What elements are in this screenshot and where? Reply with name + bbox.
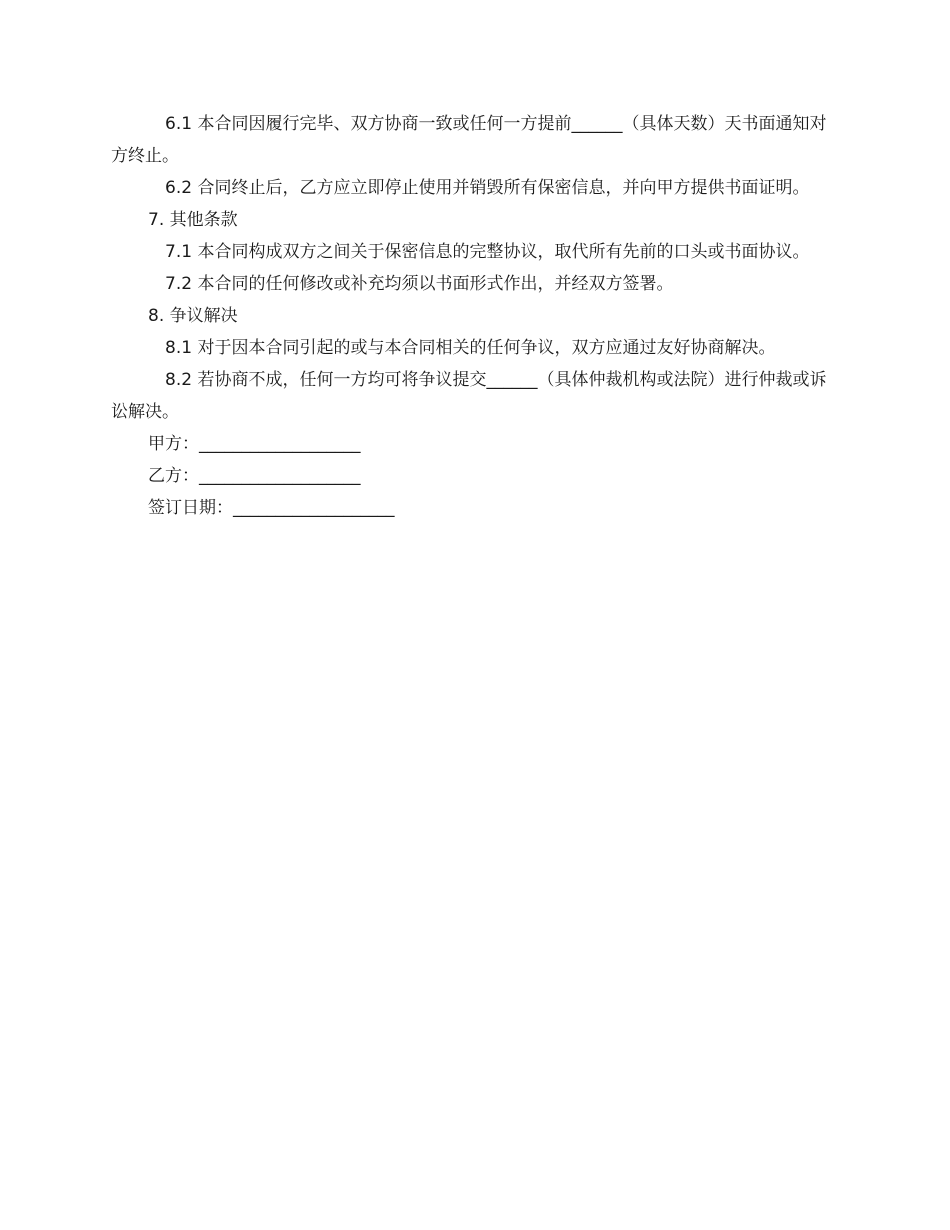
signature-line-party-a: 甲方：___________________ — [148, 434, 361, 454]
document-page — [111, 108, 835, 524]
clause-8-1: 8.1 对于因本合同引起的或与本合同相关的任何争议，双方应通过友好协商解决。 — [165, 338, 776, 358]
signature-line-party-b: 乙方：___________________ — [148, 466, 361, 486]
signing-date-line: 签订日期：___________________ — [148, 498, 395, 518]
clause-8-2: 8.2 若协商不成，任何一方均可将争议提交______（具体仲裁机构或法院）进行仲裁或诉讼解决。 — [111, 370, 827, 422]
clause-6-1: 6.1 本合同因履行完毕、双方协商一致或任何一方提前______（具体天数）天书面通知对方终止。 — [111, 114, 827, 166]
clause-7-2: 7.2 本合同的任何修改或补充均须以书面形式作出，并经双方签署。 — [165, 274, 674, 294]
clause-7-1: 7.1 本合同构成双方之间关于保密信息的完整协议，取代所有先前的口头或书面协议。 — [165, 242, 810, 262]
section-heading-8: 8. 争议解决 — [148, 306, 238, 326]
section-heading-7: 7. 其他条款 — [148, 210, 238, 230]
clause-6-2: 6.2 合同终止后，乙方应立即停止使用并销毁所有保密信息，并向甲方提供书面证明。 — [165, 178, 810, 198]
